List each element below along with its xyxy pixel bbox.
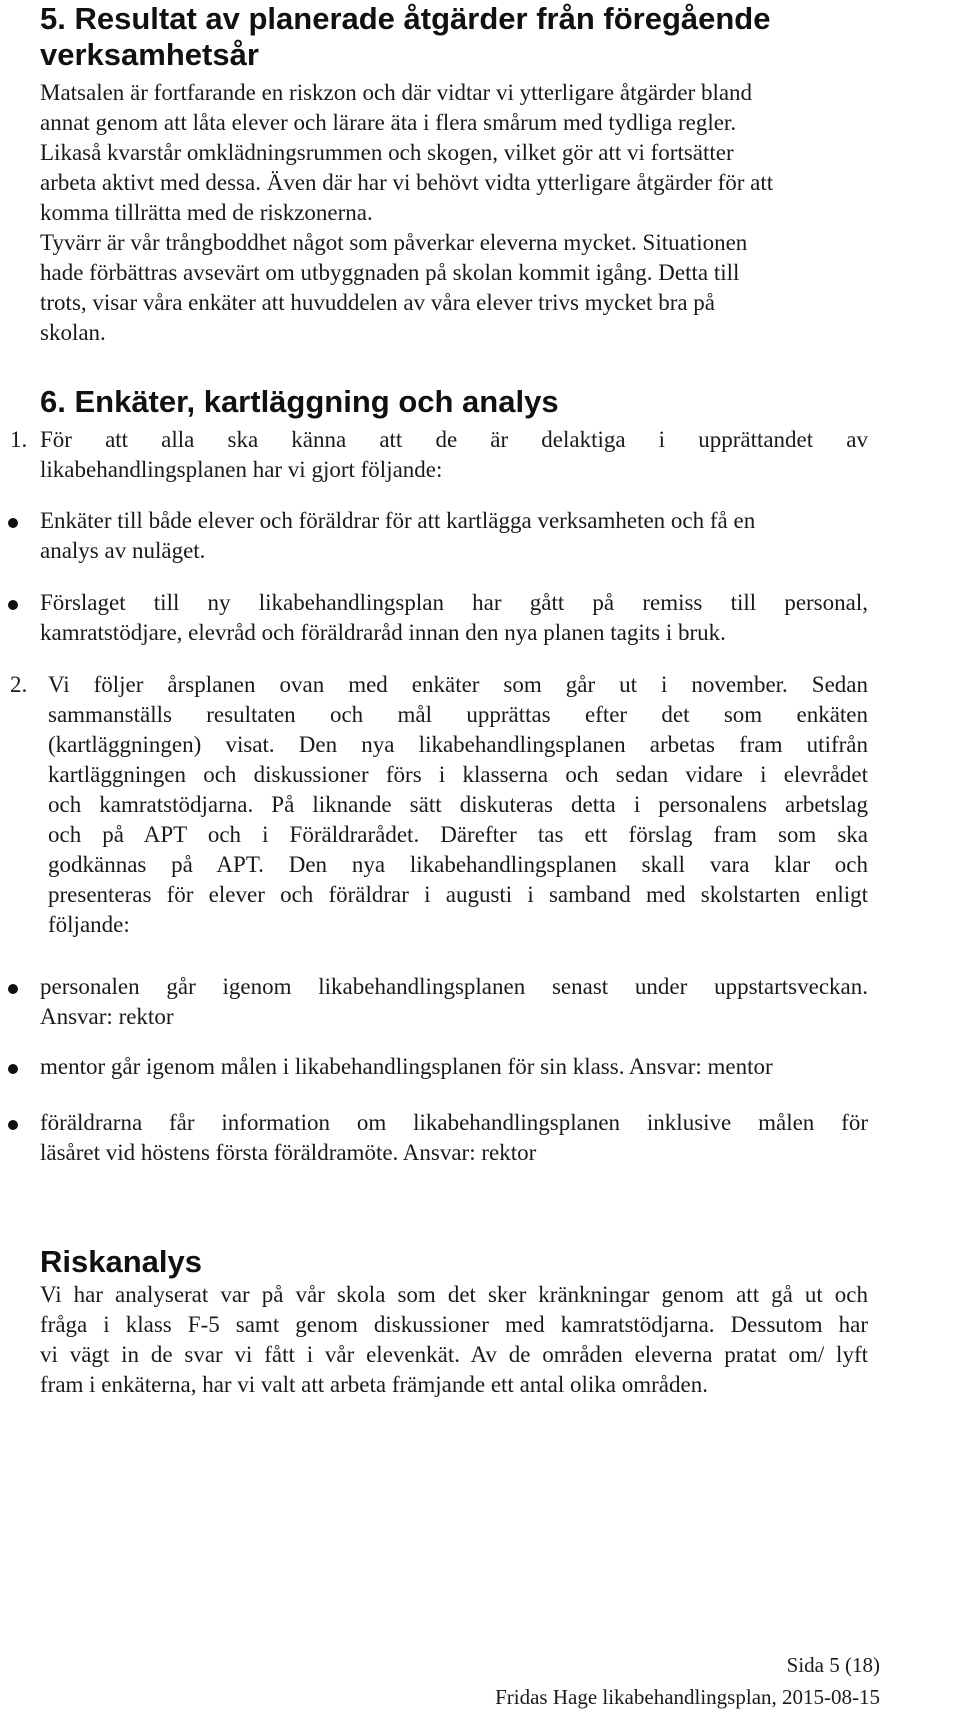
section-5-line: annat genom att låta elever och lärare äta i flera smårum med tydliga regler. bbox=[40, 110, 737, 135]
bullet-b1-line-1: personalen går igenom likabehandlingsplanen senast under uppstartsveckan. bbox=[40, 974, 868, 999]
section-6-heading: 6. Enkäter, kartläggning och analys bbox=[40, 384, 559, 419]
item-2-line: och kamratstödjarna. På liknande sätt diskuteras detta i personalens arbetslag bbox=[48, 792, 868, 817]
bullet-b1-line-2: Ansvar: rektor bbox=[40, 1004, 174, 1029]
riskanalys-heading: Riskanalys bbox=[40, 1244, 202, 1279]
riskanalys-line: Vi har analyserat var på vår skola som det sker kränkningar genom att gå ut och bbox=[40, 1282, 868, 1307]
bullet-a1-line-1: Enkäter till både elever och föräldrar för att kartlägga verksamheten och få en bbox=[40, 508, 756, 533]
riskanalys-line: fråga i klass F-5 samt genom diskussioner med kamratstödjarna. Dessutom har bbox=[40, 1312, 868, 1337]
section-5-heading-line-1: 5. Resultat av planerade åtgärder från föregående bbox=[40, 1, 771, 36]
item-2-line: sammanställs resultaten och mål upprättas efter det som enkäten bbox=[48, 702, 868, 727]
list-number-1: 1. bbox=[10, 427, 28, 452]
bullet-b2-line-1: mentor går igenom målen i likabehandlingsplanen för sin klass. Ansvar: mentor bbox=[40, 1054, 773, 1079]
section-5-line: Matsalen är fortfarande en riskzon och där vidtar vi ytterligare åtgärder bland bbox=[40, 80, 753, 105]
section-5-line: trots, visar våra enkäter att huvuddelen av våra elever trivs mycket bra på bbox=[40, 290, 716, 315]
bullet-a2-line-2: kamratstödjare, elevråd och föräldraråd innan den nya planen tagits i bruk. bbox=[40, 620, 726, 645]
section-5-line: skolan. bbox=[40, 320, 106, 345]
section-5-heading-line-2: verksamhetsår bbox=[40, 37, 259, 72]
riskanalys-body bbox=[40, 1280, 868, 1400]
bullet-icon bbox=[8, 600, 18, 610]
document-footer: Fridas Hage likabehandlingsplan, 2015-08-15 bbox=[495, 1685, 880, 1709]
item-2-line: (kartläggningen) visat. Den nya likabehandlingsplanen arbetas fram utifrån bbox=[48, 732, 868, 757]
bullet-icon bbox=[8, 518, 18, 528]
item-2-line: kartläggningen och diskussioner förs i klasserna och sedan vidare i elevrådet bbox=[48, 762, 868, 787]
bullet-icon bbox=[8, 1120, 18, 1130]
bullet-a2-line-1: Förslaget till ny likabehandlingsplan har gått på remiss till personal, bbox=[40, 590, 868, 615]
riskanalys-line: fram i enkäterna, har vi valt att arbeta främjande ett antal olika områden. bbox=[40, 1372, 708, 1397]
section-5-body bbox=[40, 78, 870, 348]
item-2-line: godkännas på APT. Den nya likabehandlingsplanen skall vara klar och bbox=[48, 852, 868, 877]
item-1-line-2: likabehandlingsplanen har vi gjort följande: bbox=[40, 457, 443, 482]
section-5-line: komma tillrätta med de riskzonerna. bbox=[40, 200, 373, 225]
item-2-line: och på APT och i Föräldrarådet. Därefter tas ett förslag fram som ska bbox=[48, 822, 868, 847]
bullet-b3-line-1: föräldrarna får information om likabehandlingsplanen inklusive målen för bbox=[40, 1110, 868, 1135]
section-5-line: hade förbättras avsevärt om utbyggnaden på skolan kommit igång. Detta till bbox=[40, 260, 740, 285]
bullet-icon bbox=[8, 984, 18, 994]
section-5-line: Likaså kvarstår omklädningsrummen och skogen, vilket gör att vi fortsätter bbox=[40, 140, 734, 165]
section-5-line: Tyvärr är vår trångboddhet något som påverkar eleverna mycket. Situationen bbox=[40, 230, 748, 255]
section-5-line: arbeta aktivt med dessa. Även där har vi behövt vidta ytterligare åtgärder för att bbox=[40, 170, 774, 195]
bullet-icon bbox=[8, 1064, 18, 1074]
bullet-a1-line-2: analys av nuläget. bbox=[40, 538, 206, 563]
bullet-b3-line-2: läsåret vid höstens första föräldramöte. Ansvar: rektor bbox=[40, 1140, 537, 1165]
item-2-line: Vi följer årsplanen ovan med enkäter som går ut i november. Sedan bbox=[48, 672, 868, 697]
item-2-line: presenteras för elever och föräldrar i augusti i samband med skolstarten enligt bbox=[48, 882, 868, 907]
item-2-body bbox=[48, 670, 868, 940]
list-number-2: 2. bbox=[10, 672, 28, 697]
item-2-line: följande: bbox=[48, 912, 130, 937]
item-1-line-1: För att alla ska känna att de är delaktiga i upprättandet av bbox=[40, 427, 868, 452]
riskanalys-line: vi vägt in de svar vi fått i vår elevenkät. Av de områden eleverna pratat om/ lyft bbox=[40, 1342, 868, 1367]
page-number: Sida 5 (18) bbox=[786, 1653, 880, 1677]
